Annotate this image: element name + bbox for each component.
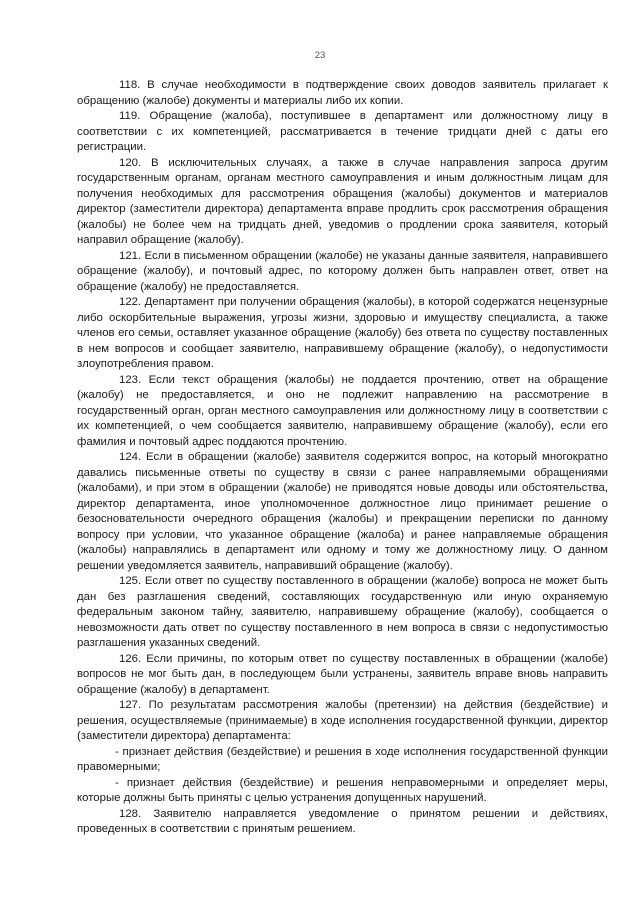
paragraph-128: 128. Заявителю направляется уведомление о принятом решении и действиях, проведенных в соответствии с принятым решением.: [77, 807, 608, 835]
list-item-lawful: - признает действия (бездействие) и решения в ходе исполнения государственной функции правомерными;: [77, 745, 608, 773]
paragraph-122: 122. Департамент при получении обращения (жалобы), в которой содержатся нецензурные либо оскорбительные выражения, угрозы жизни, здоровью и имуществу специалиста, а также членов его семьи, оставляет указанное обращение (жалобу) без ответа по существу поставленных в нем вопросов и сообщает заявителю, направившему обращение (жалобу), о недопустимости злоупотребления правом.: [77, 296, 608, 370]
paragraph-127: 127. По результатам рассмотрения жалобы (претензии) на действия (бездействие) и решения, осуществляемые (принимаемые) в ходе исполнения государственной функции, директор (заместители директора) департамента:: [77, 699, 608, 742]
paragraph-123: 123. Если текст обращения (жалобы) не поддается прочтению, ответ на обращение (жалобу) не предоставляется, и оно не подлежит направлению на рассмотрение в государственный орган, орган местного самоуправления или должностному лицу в соответствии с их компетенцией, о чем сообщается заявителю, направившему обращение (жалобу), если его фамилия и почтовый адрес поддаются прочтению.: [77, 373, 608, 448]
paragraph-124: 124. Если в обращении (жалобе) заявителя содержится вопрос, на который многократно давались письменные ответы по существу в связи с ранее направляемыми обращениями (жалобами), и при этом в обращении (жалобе) не приводятся новые доводы или обстоятельства, директор департамента, иное уполномоченное должностное лицо принимает решение о безосновательности очередного обращения (жалобы) и прекращении переписки по данному вопросу при условии, что указанное обращение (жалоба) и ранее направляемые обращения (жалобы) направлялись в департамент или одному и тому же должностному лицу. О данном решении уведомляется заявитель, направивший обращение (жалобу).: [77, 451, 608, 572]
paragraph-126: 126. Если причины, по которым ответ по существу поставленных в обращении (жалобе) вопросов не мог быть дан, в последующем были устранены, заявитель вправе вновь направить обращение (жалобу) в департамент.: [77, 652, 608, 696]
paragraph-120: 120. В исключительных случаях, а также в случае направления запроса другим государственным органам, органам местного самоуправления и иным должностным лицам для получения необходимых для рассмотрения обращения (жалобы) документов и материалов директор (заместители директора) департамента вправе продлить срок рассмотрения обращения (жалобы) не более чем на тридцать дней, уведомив о продлении срока заявителя, который направил обращение (жалобу).: [77, 156, 608, 246]
document-body: [77, 78, 608, 838]
paragraph-125: 125. Если ответ по существу поставленного в обращении (жалобе) вопроса не может быть дан без разглашения сведений, составляющих государственную или иную охраняемую федеральным законом тайну, заявителю, направившему обращение (жалобу), сообщается о невозможности дать ответ по существу поставленного в нем вопроса в связи с недопустимостью разглашения указанных сведений.: [77, 575, 608, 649]
paragraph-119: 119. Обращение (жалоба), поступившее в департамент или должностному лицу в соответствии с их компетенцией, рассматривается в течение тридцати дней с даты его регистрации.: [77, 110, 608, 153]
paragraph-121: 121. Если в письменном обращении (жалобе) не указаны данные заявителя, направившего обращение (жалобу), и почтовый адрес, по которому должен быть направлен ответ, ответ на обращение (жалобу) не предоставляется.: [77, 249, 608, 293]
paragraph-118: 118. В случае необходимости в подтверждение своих доводов заявитель прилагает к обращению (жалобе) документы и материалы либо их копии.: [77, 79, 608, 107]
list-item-unlawful: - признает действия (бездействие) и решения неправомерными и определяет меры, которые должны быть приняты с целью устранения допущенных нарушений.: [77, 776, 608, 804]
page-number: 23: [314, 50, 326, 61]
